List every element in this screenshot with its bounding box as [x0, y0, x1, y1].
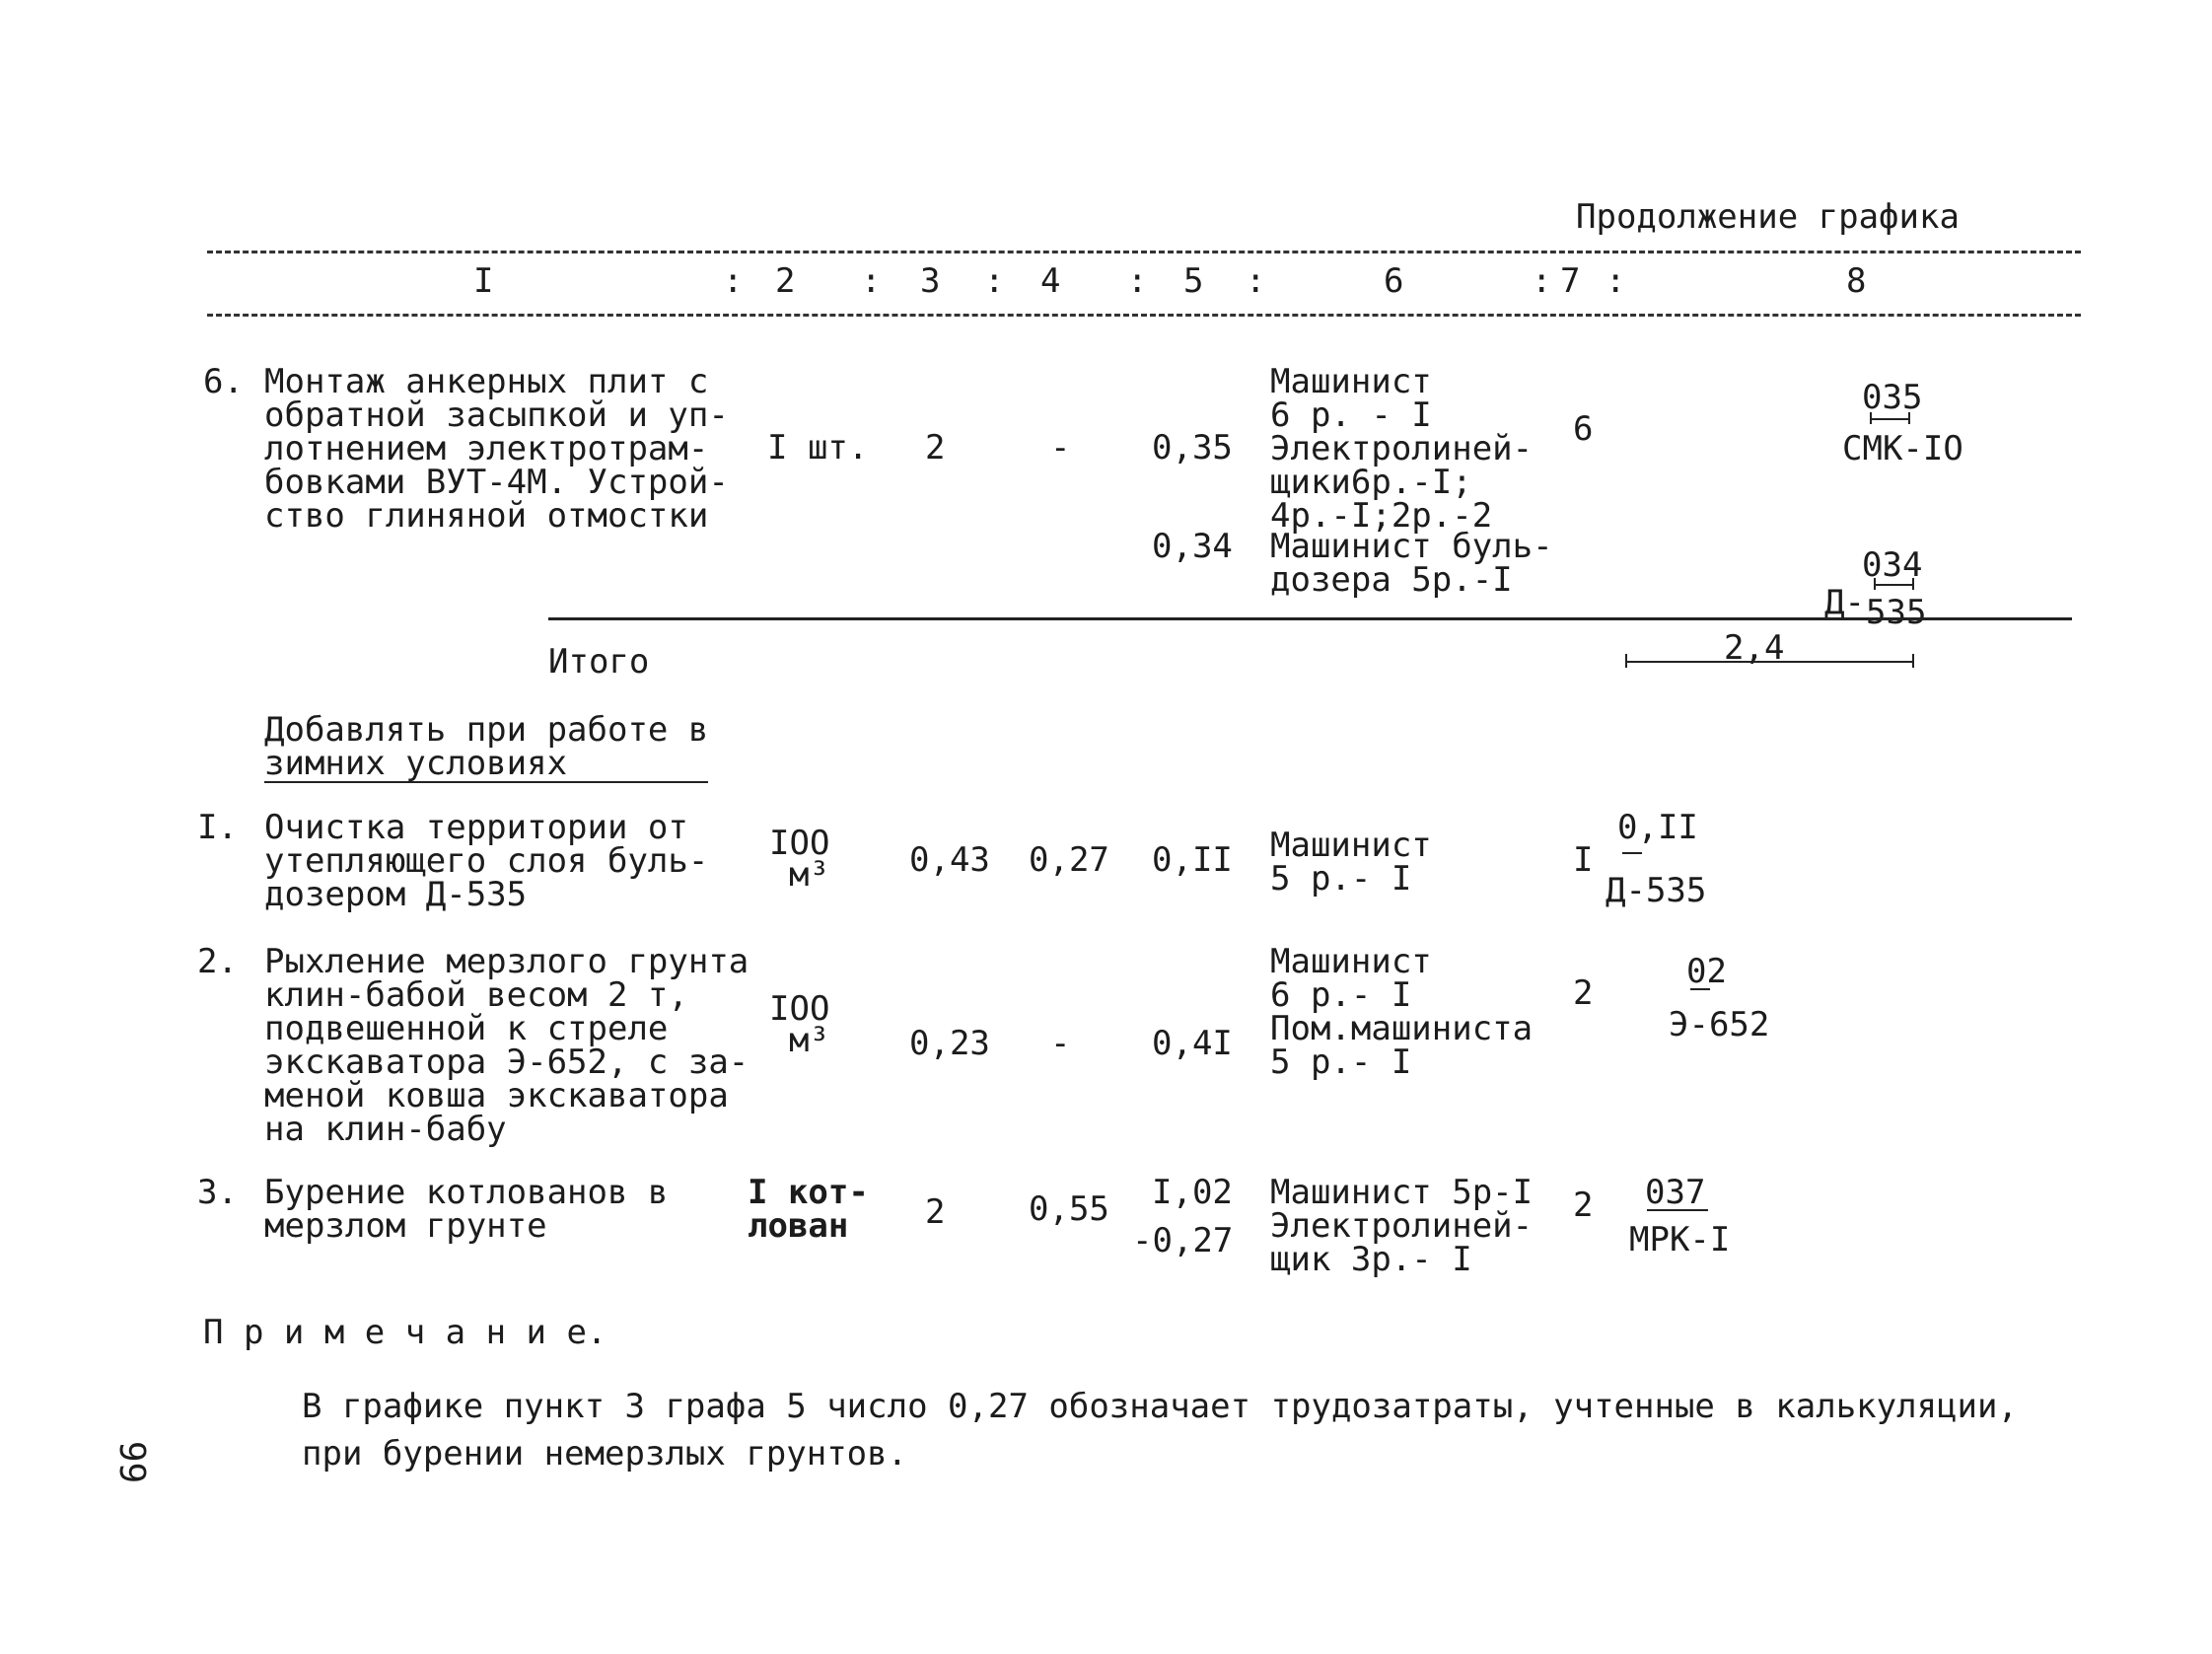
crew-composition: Машинист 6 р. - I Электролиней- щики6р.-I; 4р.-I;2р.-2	[1270, 362, 1534, 536]
col7-value: 6	[1573, 409, 1594, 449]
duration-bar	[1870, 418, 1909, 420]
col7-value: 2	[1573, 973, 1594, 1013]
page-number: 99	[111, 1440, 153, 1484]
machine-label: Д-	[1824, 583, 1865, 622]
unit: I кот- лован	[748, 1173, 869, 1246]
col-7: 7	[1560, 261, 1581, 301]
col-sep: :	[1246, 261, 1266, 301]
bar-tick	[1912, 654, 1914, 668]
crew-composition: Машинист 5р-I Электролиней- щик 3р.- I	[1270, 1173, 1534, 1279]
machine-label: МРК-I	[1629, 1220, 1731, 1259]
col-sep: :	[1605, 261, 1626, 301]
header-bottom-rule	[207, 314, 2081, 317]
col-sep: :	[723, 261, 744, 301]
col-4: 4	[1040, 261, 1061, 301]
crew-composition: Машинист буль- дозера 5р.-I	[1270, 527, 1553, 600]
total-value: 2,4	[1724, 628, 1785, 668]
unit: м³	[789, 855, 829, 895]
col-5: 5	[1183, 261, 1204, 301]
unit: IOO	[769, 824, 830, 863]
section-heading-underline	[264, 781, 708, 783]
duration-bar	[1874, 584, 1913, 586]
machine-label: Д-535	[1605, 871, 1707, 910]
col5-value: 0,II	[1152, 840, 1233, 880]
work-description: Бурение котлованов в мерзлом грунте	[264, 1173, 669, 1246]
col3-value: 0,43	[909, 840, 990, 880]
col3-value: 0,23	[909, 1024, 990, 1063]
section-heading: Добавлять при работе в зимних условиях	[264, 710, 709, 783]
duration-label: 02	[1686, 952, 1727, 991]
continuation-caption: Продолжение графика	[1576, 197, 1960, 237]
machine-label: 535	[1866, 593, 1927, 632]
row-number: 6.	[203, 362, 244, 401]
col-3: 3	[920, 261, 941, 301]
col3-value: 2	[925, 428, 946, 467]
duration-label: 037	[1645, 1173, 1706, 1212]
duration-label: 034	[1862, 545, 1923, 585]
bar-tick	[1908, 412, 1910, 424]
unit: I шт.	[767, 428, 869, 467]
col4-value: 0,27	[1029, 840, 1109, 880]
col4-value: 0,55	[1029, 1189, 1109, 1229]
col-sep: :	[984, 261, 1005, 301]
col-8: 8	[1846, 261, 1867, 301]
col5-value: I,02	[1152, 1173, 1233, 1212]
row-number: 3.	[197, 1173, 238, 1212]
duration-bar	[1690, 988, 1710, 990]
col5-value: 0,4I	[1152, 1024, 1233, 1063]
col5-value: -0,27	[1132, 1221, 1234, 1260]
duration-bar	[1647, 1209, 1708, 1211]
bar-tick	[1870, 412, 1872, 424]
header-top-rule	[207, 251, 2081, 253]
row-number: 2.	[197, 942, 238, 981]
row-number: I.	[197, 808, 238, 847]
col-6: 6	[1384, 261, 1404, 301]
work-description: Очистка территории от утепляющего слоя буль- дозером Д-535	[264, 808, 709, 914]
work-description: Монтаж анкерных плит с обратной засыпкой и уп- лотнением электротрам- бовками ВУТ-4М. Устрой- ство глиняной отмостки	[264, 362, 729, 536]
machine-label: СМК-IO	[1842, 429, 1963, 468]
col-sep: :	[861, 261, 882, 301]
total-label: Итого	[548, 642, 650, 682]
col3-value: 2	[925, 1192, 946, 1232]
duration-bar	[1622, 852, 1642, 854]
col7-value: I	[1573, 840, 1594, 880]
col4-value: -	[1050, 1024, 1071, 1063]
col-1: I	[473, 261, 494, 301]
total-rule	[548, 617, 2072, 620]
duration-label: 0,II	[1617, 808, 1698, 847]
col5-value: 0,35	[1152, 428, 1233, 467]
machine-label: Э-652	[1669, 1005, 1770, 1044]
col5-value: 0,34	[1152, 527, 1233, 566]
crew-composition: Машинист 6 р.- I Пом.машиниста 5 р.- I	[1270, 942, 1534, 1082]
work-description: Рыхление мерзлого грунта клин-бабой весом 2 т, подвешенной к стреле экскаватора Э-652, с за- меной ковша экскаватора на клин-бабу	[264, 942, 749, 1149]
unit: IOO	[769, 989, 830, 1029]
col7-value: 2	[1573, 1186, 1594, 1225]
bar-tick	[1625, 654, 1627, 668]
bar-tick	[1874, 578, 1876, 590]
col-2: 2	[775, 261, 796, 301]
note-title: П р и м е ч а н и е.	[203, 1313, 607, 1352]
col-sep: :	[1532, 261, 1552, 301]
unit: м³	[789, 1021, 829, 1060]
crew-composition: Машинист 5 р.- I	[1270, 826, 1432, 899]
col-sep: :	[1127, 261, 1148, 301]
duration-label: 035	[1862, 378, 1923, 417]
bar-tick	[1912, 578, 1914, 590]
total-duration-bar	[1625, 661, 1913, 663]
note-text: В графике пункт 3 графа 5 число 0,27 обозначает трудозатраты, учтенные в калькуляции, при бурении немерзлых грунтов.	[302, 1387, 2018, 1474]
col4-value: -	[1050, 428, 1071, 467]
